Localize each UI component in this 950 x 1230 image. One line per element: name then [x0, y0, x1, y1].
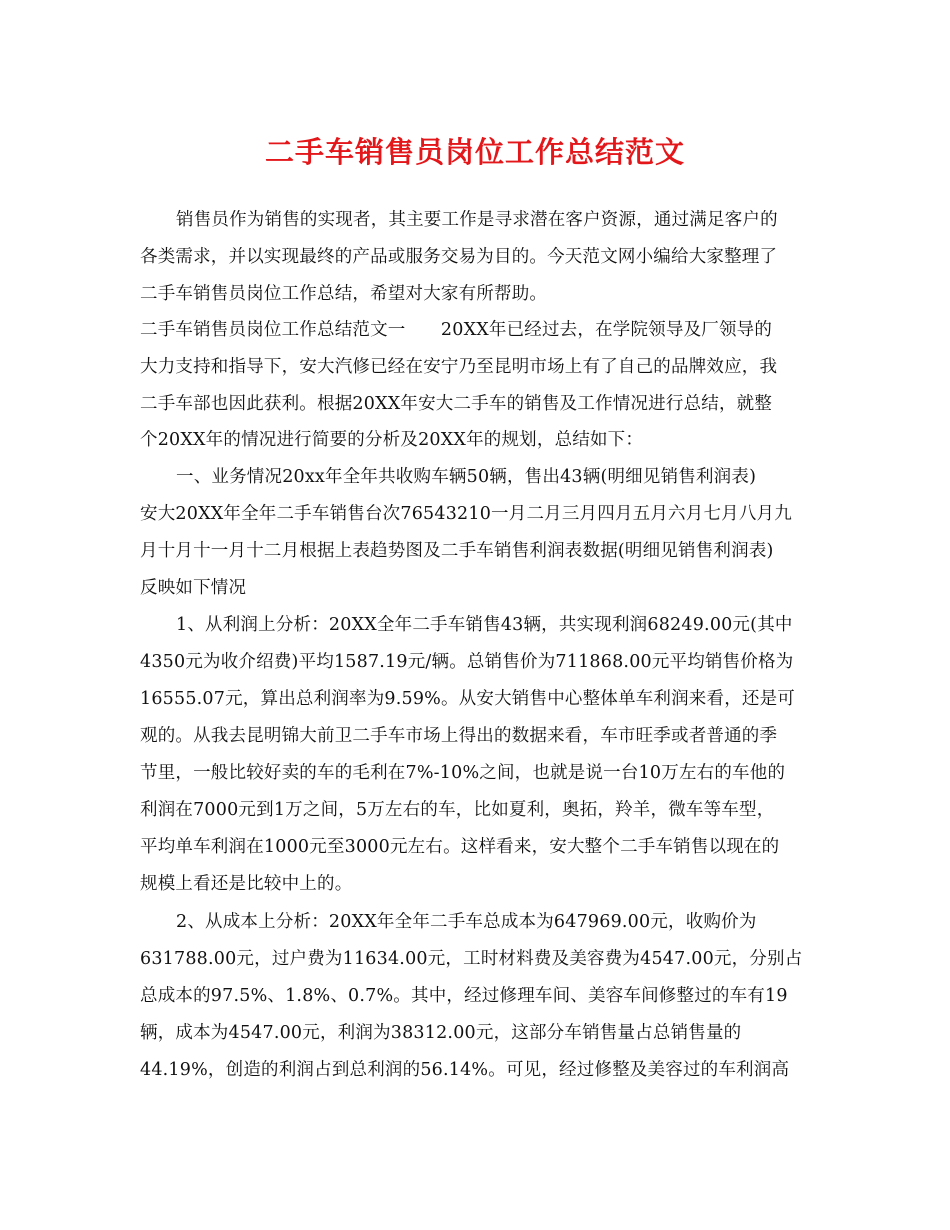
document-title: 二手车销售员岗位工作总结范文: [264, 135, 685, 169]
paragraph-line: 二手车销售员岗位工作总结范文一 20XX年已经过去，在学院领导及厂领导的: [140, 320, 773, 340]
paragraph-line: 利润在7000元到1万之间，5万左右的车，比如夏利，奥拓，羚羊，微车等车型，: [140, 800, 775, 820]
paragraph-line: 44.19%，创造的利润占到总利润的56.14%。可见，经过修整及美容过的车利润高: [140, 1060, 790, 1080]
paragraph-line: 631788.00元，过户费为11634.00元，工时材料费及美容费为4547.00元，分别占: [140, 949, 803, 969]
paragraph-line: 二手车销售员岗位工作总结，希望对大家有所帮助。: [140, 284, 548, 304]
paragraph-line: 1、从利润上分析：20XX全年二手车销售43辆，共实现利润68249.00元(其中: [176, 615, 793, 635]
paragraph-line: 平均单车利润在1000元至3000元左右。这样看来，安大整个二手车销售以现在的: [140, 837, 780, 857]
paragraph-line: 辆，成本为4547.00元，利润为38312.00元，这部分车销售量占总销售量的: [140, 1023, 742, 1043]
paragraph-line: 4350元为收介绍费)平均1587.19元/辆。总销售价为711868.00元平均销售价格为: [140, 652, 794, 672]
paragraph-line: 一、业务情况20xx年全年共收购车辆50辆，售出43辆(明细见销售利润表): [176, 467, 757, 487]
paragraph-line: 16555.07元，算出总利润率为9.59%。从安大销售中心整体单车利润来看，还是可: [140, 689, 795, 709]
paragraph-line: 个20XX年的情况进行简要的分析及20XX年的规划，总结如下：: [140, 430, 644, 450]
paragraph-line: 安大20XX年全年二手车销售台次76543210一月二月三月四月五月六月七月八月九: [140, 504, 792, 524]
paragraph-line: 规模上看还是比较中上的。: [140, 874, 353, 894]
paragraph-line: 销售员作为销售的实现者，其主要工作是寻求潜在客户资源，通过满足客户的: [176, 210, 778, 230]
paragraph-line: 大力支持和指导下，安大汽修已经在安宁乃至昆明市场上有了自己的品牌效应，我: [140, 357, 778, 377]
paragraph-line: 反映如下情况: [140, 578, 247, 598]
paragraph-line: 二手车部也因此获利。根据20XX年安大二手车的销售及工作情况进行总结，就整: [140, 394, 773, 414]
paragraph-line: 总成本的97.5%、1.8%、0.7%。其中，经过修理车间、美容车间修整过的车有19: [140, 986, 788, 1006]
paragraph-line: 月十月十一月十二月根据上表趋势图及二手车销售利润表数据(明细见销售利润表): [140, 541, 774, 561]
paragraph-line: 节里，一般比较好卖的车的毛利在7%-10%之间，也就是说一台10万左右的车他的: [140, 763, 786, 783]
paragraph-line: 观的。从我去昆明锦大前卫二手车市场上得出的数据来看，车市旺季或者普通的季: [140, 726, 778, 746]
paragraph-line: 各类需求，并以实现最终的产品或服务交易为目的。今天范文网小编给大家整理了: [140, 247, 778, 267]
paragraph-line: 2、从成本上分析：20XX年全年二手车总成本为647969.00元，收购价为: [176, 912, 757, 932]
